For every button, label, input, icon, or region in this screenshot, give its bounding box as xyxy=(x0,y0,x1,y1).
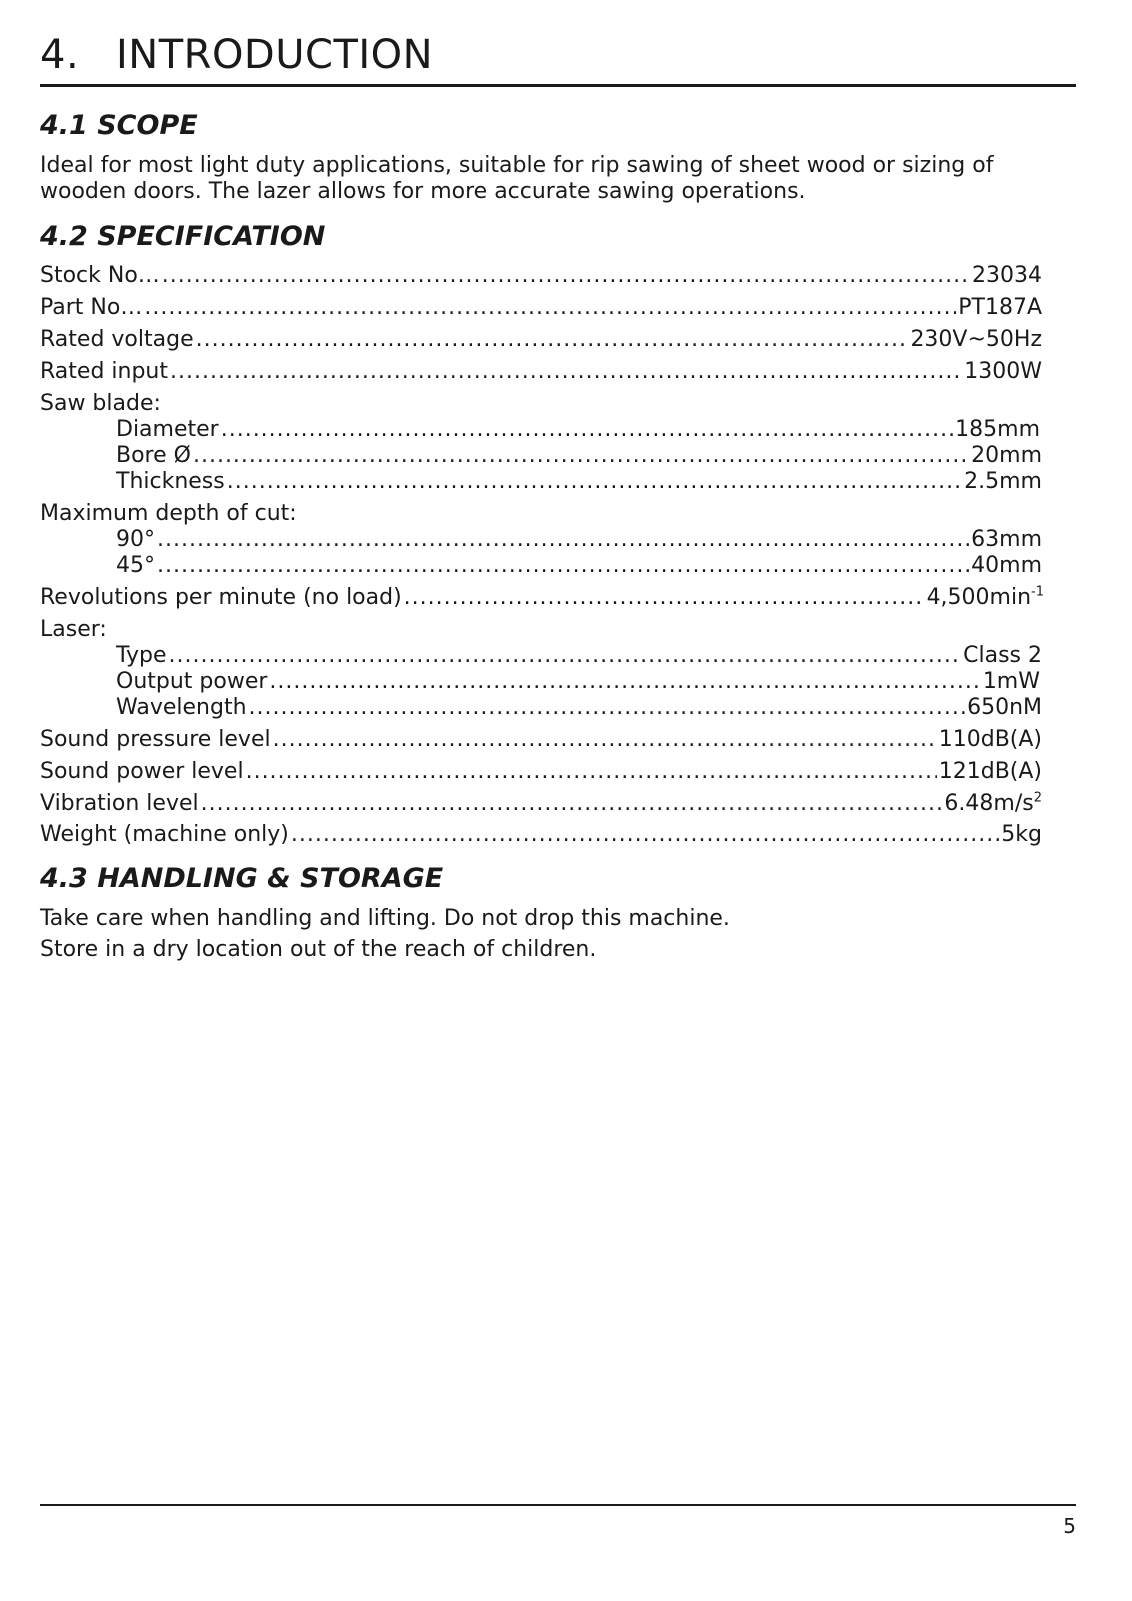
spec-value: 110dB(A) xyxy=(938,727,1042,752)
leader-dots xyxy=(144,295,956,321)
leader-dots xyxy=(221,417,953,443)
spec-row-output-power xyxy=(116,669,1040,695)
spec-label: Output power xyxy=(116,669,268,694)
spec-label: Thickness xyxy=(116,469,225,494)
spec-row-rpm xyxy=(40,585,1044,611)
leader-dots xyxy=(246,759,937,785)
leader-dots xyxy=(227,469,962,495)
leader-dots xyxy=(162,263,970,289)
handling-heading: 4.3 HANDLING & STORAGE xyxy=(40,863,444,894)
spec-label: Rated input xyxy=(40,359,168,384)
spec-row-diameter xyxy=(116,417,1040,443)
leader-dots xyxy=(269,669,980,695)
spec-value: 40mm xyxy=(971,553,1042,578)
leader-dots xyxy=(170,359,962,385)
spec-row-stock-no xyxy=(40,263,1042,289)
leader-dots xyxy=(157,553,969,579)
spec-label: Revolutions per minute (no load) xyxy=(40,585,402,610)
leader-dots xyxy=(249,695,966,721)
chapter-name: INTRODUCTION xyxy=(116,32,434,78)
leader-dots xyxy=(201,791,943,817)
scope-line: wooden doors. The lazer allows for more accurate sawing operations. xyxy=(40,179,806,204)
spec-value: 5kg xyxy=(1001,822,1042,847)
handling-line: Take care when handling and lifting. Do not drop this machine. xyxy=(40,906,730,931)
spec-label: Wavelength xyxy=(116,695,247,720)
spec-row-weight xyxy=(40,822,1042,848)
spec-value: 650nM xyxy=(967,695,1042,720)
spec-value: 20mm xyxy=(971,443,1042,468)
leader-dots xyxy=(404,585,925,611)
vibration-exponent: 2 xyxy=(1033,791,1042,806)
chapter-title xyxy=(40,32,433,78)
scope-line: Ideal for most light duty applications, suitable for rip sawing of sheet wood or sizing of xyxy=(40,153,994,178)
leader-dots xyxy=(273,727,937,753)
leader-dots xyxy=(157,527,969,553)
spec-row-vibration xyxy=(40,791,1042,817)
rpm-exponent: -1 xyxy=(1031,585,1044,600)
spec-value: 185mm xyxy=(955,417,1040,442)
laser-label: Laser: xyxy=(40,617,107,642)
handling-line: Store in a dry location out of the reach of children. xyxy=(40,937,597,962)
leader-dots xyxy=(169,643,962,669)
page-number: 5 xyxy=(1063,1514,1076,1538)
max-depth-label: Maximum depth of cut: xyxy=(40,501,297,526)
spec-row-depth-45 xyxy=(116,553,1042,579)
spec-row-depth-90 xyxy=(116,527,1042,553)
spec-value: 230V~50Hz xyxy=(910,327,1042,352)
spec-row-part-no xyxy=(40,295,1042,321)
spec-value: 2.5mm xyxy=(964,469,1042,494)
spec-label: Rated voltage xyxy=(40,327,194,352)
scope-heading: 4.1 SCOPE xyxy=(40,110,198,141)
spec-value: 63mm xyxy=(971,527,1042,552)
chapter-number: 4. xyxy=(40,32,80,78)
spec-value xyxy=(927,585,1044,611)
leader-dots xyxy=(193,443,969,469)
specification-heading: 4.2 SPECIFICATION xyxy=(40,221,326,252)
spec-label: 90° xyxy=(116,527,155,552)
spec-row-rated-input xyxy=(40,359,1042,385)
spec-label: Type xyxy=(116,643,167,668)
rpm-value: 4,500min xyxy=(926,585,1032,610)
spec-row-laser-type xyxy=(116,643,1042,669)
spec-label: Diameter xyxy=(116,417,219,442)
spec-value: 23034 xyxy=(972,263,1042,288)
spec-label: 45° xyxy=(116,553,155,578)
spec-label: Bore Ø xyxy=(116,443,191,468)
leader-dots xyxy=(291,822,999,848)
spec-row-bore xyxy=(116,443,1042,469)
spec-value: Class 2 xyxy=(963,643,1042,668)
spec-label: Part No… xyxy=(40,295,143,320)
footer-rule xyxy=(40,1504,1076,1506)
spec-value xyxy=(944,791,1042,817)
spec-label: Sound power level xyxy=(40,759,244,784)
vibration-value: 6.48m/s xyxy=(944,791,1034,816)
spec-row-sound-power xyxy=(40,759,1042,785)
leader-dots xyxy=(196,327,909,353)
spec-label: Vibration level xyxy=(40,791,199,816)
spec-row-thickness xyxy=(116,469,1042,495)
spec-value: 1300W xyxy=(964,359,1042,384)
spec-row-wavelength xyxy=(116,695,1042,721)
saw-blade-label: Saw blade: xyxy=(40,391,161,416)
spec-label: Sound pressure level xyxy=(40,727,271,752)
spec-label: Stock No… xyxy=(40,263,160,288)
header-rule xyxy=(40,84,1076,87)
spec-row-rated-voltage xyxy=(40,327,1042,353)
spec-value: 121dB(A) xyxy=(938,759,1042,784)
spec-row-sound-pressure xyxy=(40,727,1042,753)
spec-value: 1mW xyxy=(982,669,1040,694)
spec-label: Weight (machine only) xyxy=(40,822,289,847)
spec-value: PT187A xyxy=(958,295,1042,320)
